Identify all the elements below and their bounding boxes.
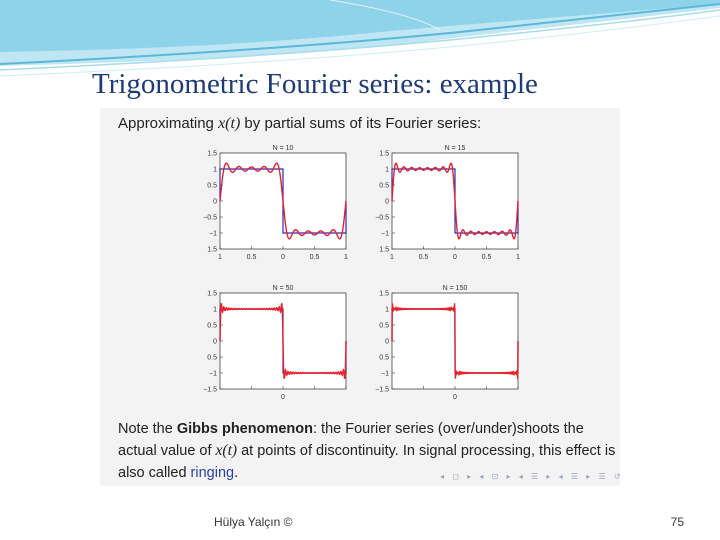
y-tick-label: 0.5 bbox=[379, 322, 389, 330]
y-tick-label: 0.5 bbox=[379, 354, 389, 362]
footer-author: Hülya Yalçın © bbox=[214, 515, 293, 529]
x-tick-label: 0 bbox=[453, 394, 457, 401]
x-tick-label: 0 bbox=[453, 254, 457, 261]
y-tick-label: −1 bbox=[381, 370, 389, 378]
fourier-plot-svg bbox=[196, 143, 348, 269]
y-tick-label: −1.5 bbox=[203, 386, 217, 394]
x-tick-label: 1 bbox=[516, 254, 520, 261]
y-tick-label: −0.5 bbox=[375, 214, 389, 222]
fourier-plot-svg bbox=[368, 143, 520, 269]
y-tick-label: 1.5 bbox=[379, 246, 389, 254]
x-tick-label: 0.5 bbox=[481, 254, 492, 261]
y-tick-label: −1 bbox=[209, 230, 217, 238]
y-tick-label: 1.5 bbox=[379, 290, 389, 298]
y-tick-label: 1 bbox=[385, 166, 389, 174]
y-tick-label: 0.5 bbox=[207, 354, 217, 362]
fourier-plot-svg bbox=[368, 283, 520, 409]
y-tick-label: 1.5 bbox=[379, 150, 389, 158]
x-tick-label: 1 bbox=[344, 254, 348, 261]
x-tick-label: 1 bbox=[218, 254, 222, 261]
y-tick-label: 0.5 bbox=[207, 322, 217, 330]
y-tick-label: 1 bbox=[213, 166, 217, 174]
plot-title: N = 150 bbox=[442, 285, 468, 292]
y-tick-label: 1.5 bbox=[207, 150, 217, 158]
x-tick-label: 1 bbox=[390, 254, 394, 261]
page-number: 75 bbox=[670, 515, 684, 529]
x-tick-label: 0.5 bbox=[309, 254, 320, 261]
plot-title: N = 15 bbox=[444, 145, 466, 152]
x-tick-label: 0.5 bbox=[418, 254, 429, 261]
x-tick-label: 0.5 bbox=[246, 254, 257, 261]
y-tick-label: −0.5 bbox=[203, 214, 217, 222]
y-tick-label: 1.5 bbox=[207, 246, 217, 254]
y-tick-label: 1 bbox=[213, 306, 217, 314]
intro-text: Approximating x(t) by partial sums of its Fourier series: bbox=[118, 115, 482, 132]
y-tick-label: 0.5 bbox=[379, 182, 389, 190]
plot-title: N = 10 bbox=[272, 145, 294, 152]
y-tick-label: −1 bbox=[381, 230, 389, 238]
x-tick-label: 0 bbox=[281, 394, 285, 401]
y-tick-label: −1.5 bbox=[375, 386, 389, 394]
y-tick-label: 1.5 bbox=[207, 290, 217, 298]
y-tick-label: 1 bbox=[385, 306, 389, 314]
plot-n50 bbox=[196, 283, 348, 409]
plot-n150 bbox=[368, 283, 520, 409]
plot-title: N = 50 bbox=[272, 285, 294, 292]
fourier-plot-svg bbox=[196, 283, 348, 409]
beamer-navigation-icons[interactable]: ◂ ◻ ▸ ◂ ⊡ ▸ ◂ ☰ ▸ ◂ ☰ ▸ ☰ ↺ bbox=[440, 472, 624, 481]
y-tick-label: 0 bbox=[213, 198, 217, 206]
gibbs-note: Note the Gibbs phenomenon: the Fourier series (over/under)shoots the actual value of x(t) at points of discontinuity. In signal processing, this effect is also called ringing. bbox=[118, 421, 616, 481]
y-tick-label: 0 bbox=[385, 338, 389, 346]
y-tick-label: 0.5 bbox=[207, 182, 217, 190]
y-tick-label: 0 bbox=[385, 198, 389, 206]
plot-n10 bbox=[196, 143, 348, 269]
slide-title: Trigonometric Fourier series: example bbox=[92, 68, 538, 100]
y-tick-label: −1 bbox=[209, 370, 217, 378]
y-tick-label: 0 bbox=[213, 338, 217, 346]
x-tick-label: 0 bbox=[281, 254, 285, 261]
plot-n15 bbox=[368, 143, 520, 269]
